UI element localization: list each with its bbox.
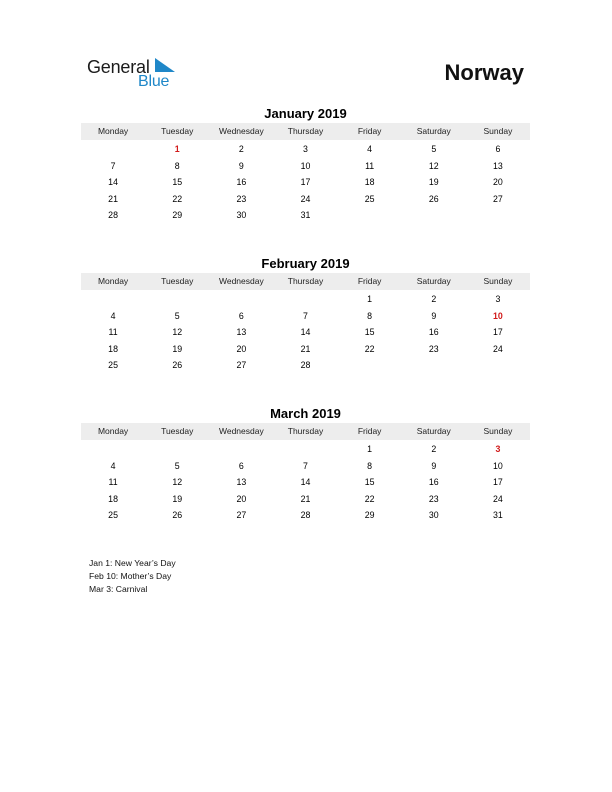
weekday-label: Friday — [357, 276, 382, 286]
week-row — [81, 341, 530, 358]
empty-day-cell — [466, 207, 530, 224]
day-cell: 19 — [428, 177, 439, 188]
day-cell: 10 — [493, 460, 503, 471]
week-row — [81, 474, 530, 491]
day-cell: 6 — [238, 460, 244, 471]
day-cell: 12 — [428, 160, 439, 171]
month-title: February 2019 — [261, 256, 350, 271]
day-cell: 14 — [108, 177, 118, 188]
day-cell: 18 — [108, 343, 118, 354]
day-cell: 13 — [236, 327, 247, 338]
day-cell: 23 — [236, 193, 247, 204]
month-march — [81, 404, 530, 524]
day-cell: 16 — [236, 177, 247, 188]
empty-day-cell — [81, 441, 145, 458]
day-cell: 7 — [303, 460, 308, 471]
logo-triangle-icon — [153, 58, 175, 74]
day-cell: 27 — [236, 360, 247, 371]
empty-day-cell — [402, 357, 466, 374]
weekday-label: Thursday — [287, 126, 324, 136]
day-cell: 9 — [431, 460, 437, 471]
day-cell: 30 — [428, 510, 439, 521]
empty-day-cell — [338, 207, 402, 224]
month-grid — [81, 441, 530, 524]
weekday-label: Monday — [97, 276, 129, 286]
week-row — [81, 207, 530, 224]
day-cell: 25 — [364, 193, 375, 204]
logo-blue-text: Blue — [138, 73, 170, 90]
weekday-label: Thursday — [287, 276, 324, 286]
week-row — [81, 491, 530, 508]
day-cell: 18 — [108, 493, 118, 504]
weekday-label: Tuesday — [161, 126, 194, 136]
day-cell: 21 — [300, 493, 311, 504]
day-cell: 7 — [303, 310, 308, 321]
day-cell: 28 — [300, 360, 311, 371]
empty-day-cell — [338, 357, 402, 374]
empty-day-cell — [402, 207, 466, 224]
day-cell: 30 — [236, 210, 247, 221]
week-row — [81, 507, 530, 524]
day-cell: 15 — [364, 327, 375, 338]
day-cell: 16 — [428, 327, 439, 338]
day-cell: 20 — [236, 493, 247, 504]
day-cell: 14 — [300, 327, 311, 338]
day-cell: 15 — [172, 177, 183, 188]
empty-day-cell — [209, 441, 273, 458]
month-title: January 2019 — [264, 106, 347, 121]
day-cell: 8 — [367, 460, 373, 471]
weekday-header — [81, 123, 530, 140]
day-cell: 2 — [431, 444, 437, 454]
day-cell: 8 — [367, 310, 373, 321]
weekday-label: Sunday — [483, 276, 513, 286]
week-row — [81, 308, 530, 325]
day-cell: 7 — [110, 160, 116, 171]
weekday-header — [81, 273, 530, 290]
month-january — [81, 104, 530, 224]
day-cell: 1 — [367, 294, 373, 304]
country-title: Norway — [444, 60, 524, 85]
day-cell: 4 — [110, 460, 116, 471]
empty-day-cell — [273, 291, 337, 308]
day-cell: 23 — [428, 343, 439, 354]
day-cell: 3 — [303, 144, 308, 154]
weekday-label: Saturday — [416, 126, 451, 136]
day-cell: 26 — [172, 360, 183, 371]
holiday-notes — [89, 557, 176, 596]
day-cell: 25 — [108, 510, 118, 521]
holiday-note: Jan 1: New Year’s Day — [89, 558, 176, 568]
month-grid — [81, 141, 530, 224]
day-cell: 4 — [367, 144, 373, 154]
day-cell: 25 — [108, 360, 118, 371]
day-cell: 22 — [364, 493, 375, 504]
logo-general-text: General — [87, 57, 150, 77]
weekday-label: Wednesday — [218, 426, 264, 436]
day-cell: 5 — [174, 460, 180, 471]
week-row — [81, 458, 530, 475]
weekday-label: Saturday — [416, 276, 451, 286]
day-cell: 26 — [172, 510, 183, 521]
day-cell: 21 — [300, 343, 311, 354]
holiday-note: Feb 10: Mother’s Day — [89, 571, 172, 581]
empty-day-cell — [81, 291, 145, 308]
month-february — [81, 254, 530, 374]
holiday-day-cell: 3 — [495, 444, 501, 454]
day-cell: 13 — [493, 160, 503, 171]
day-cell: 5 — [174, 310, 180, 321]
weekday-label: Thursday — [287, 426, 324, 436]
day-cell: 23 — [428, 493, 439, 504]
day-cell: 12 — [172, 327, 183, 338]
week-row — [81, 174, 530, 191]
holiday-day-cell: 1 — [174, 144, 180, 154]
day-cell: 6 — [238, 310, 244, 321]
day-cell: 27 — [493, 193, 503, 204]
week-row — [81, 191, 530, 208]
weekday-label: Monday — [97, 126, 129, 136]
day-cell: 17 — [300, 177, 311, 188]
day-cell: 24 — [493, 343, 503, 354]
day-cell: 10 — [300, 160, 311, 171]
day-cell: 29 — [364, 510, 375, 521]
week-row — [81, 141, 530, 158]
holiday-day-cell: 10 — [493, 310, 503, 321]
weekday-label: Friday — [357, 126, 382, 136]
day-cell: 2 — [431, 294, 437, 304]
weekday-label: Tuesday — [161, 426, 194, 436]
day-cell: 28 — [300, 510, 311, 521]
day-cell: 11 — [108, 327, 118, 338]
weekday-label: Saturday — [416, 426, 451, 436]
day-cell: 5 — [431, 144, 437, 154]
week-row — [81, 357, 530, 374]
day-cell: 9 — [431, 310, 437, 321]
day-cell: 8 — [174, 160, 180, 171]
day-cell: 29 — [172, 210, 183, 221]
day-cell: 11 — [108, 477, 118, 488]
weekday-header — [81, 423, 530, 440]
weekday-label: Wednesday — [218, 126, 264, 136]
month-grid — [81, 291, 530, 374]
weekday-label: Wednesday — [218, 276, 264, 286]
weekday-label: Friday — [357, 426, 382, 436]
empty-day-cell — [209, 291, 273, 308]
holiday-note: Mar 3: Carnival — [89, 584, 148, 594]
day-cell: 18 — [364, 177, 375, 188]
day-cell: 17 — [493, 327, 503, 338]
day-cell: 17 — [493, 477, 503, 488]
day-cell: 20 — [493, 177, 503, 188]
day-cell: 19 — [172, 493, 183, 504]
weekday-label: Monday — [97, 426, 129, 436]
day-cell: 2 — [238, 144, 244, 154]
weekday-label: Sunday — [483, 426, 513, 436]
day-cell: 4 — [110, 310, 116, 321]
empty-day-cell — [145, 291, 209, 308]
day-cell: 22 — [172, 193, 183, 204]
empty-day-cell — [145, 441, 209, 458]
day-cell: 15 — [364, 477, 375, 488]
day-cell: 22 — [364, 343, 375, 354]
empty-day-cell — [466, 357, 530, 374]
day-cell: 28 — [108, 210, 118, 221]
day-cell: 19 — [172, 343, 183, 354]
day-cell: 21 — [108, 193, 118, 204]
day-cell: 27 — [236, 510, 247, 521]
day-cell: 24 — [300, 193, 311, 204]
week-row — [81, 291, 530, 308]
week-row — [81, 324, 530, 341]
week-row — [81, 158, 530, 175]
day-cell: 20 — [236, 343, 247, 354]
day-cell: 26 — [428, 193, 439, 204]
empty-day-cell — [273, 441, 337, 458]
weekday-label: Tuesday — [161, 276, 194, 286]
day-cell: 6 — [495, 144, 501, 154]
day-cell: 24 — [493, 493, 503, 504]
day-cell: 14 — [300, 477, 311, 488]
week-row — [81, 441, 530, 458]
day-cell: 11 — [365, 160, 375, 171]
day-cell: 1 — [367, 444, 373, 454]
day-cell: 9 — [238, 160, 244, 171]
day-cell: 13 — [236, 477, 247, 488]
day-cell: 12 — [172, 477, 183, 488]
brand-logo — [87, 57, 187, 91]
day-cell: 31 — [300, 210, 311, 221]
day-cell: 31 — [493, 510, 503, 521]
empty-day-cell — [81, 141, 145, 158]
month-title: March 2019 — [270, 406, 341, 421]
day-cell: 16 — [428, 477, 439, 488]
day-cell: 3 — [495, 294, 501, 304]
weekday-label: Sunday — [483, 126, 513, 136]
